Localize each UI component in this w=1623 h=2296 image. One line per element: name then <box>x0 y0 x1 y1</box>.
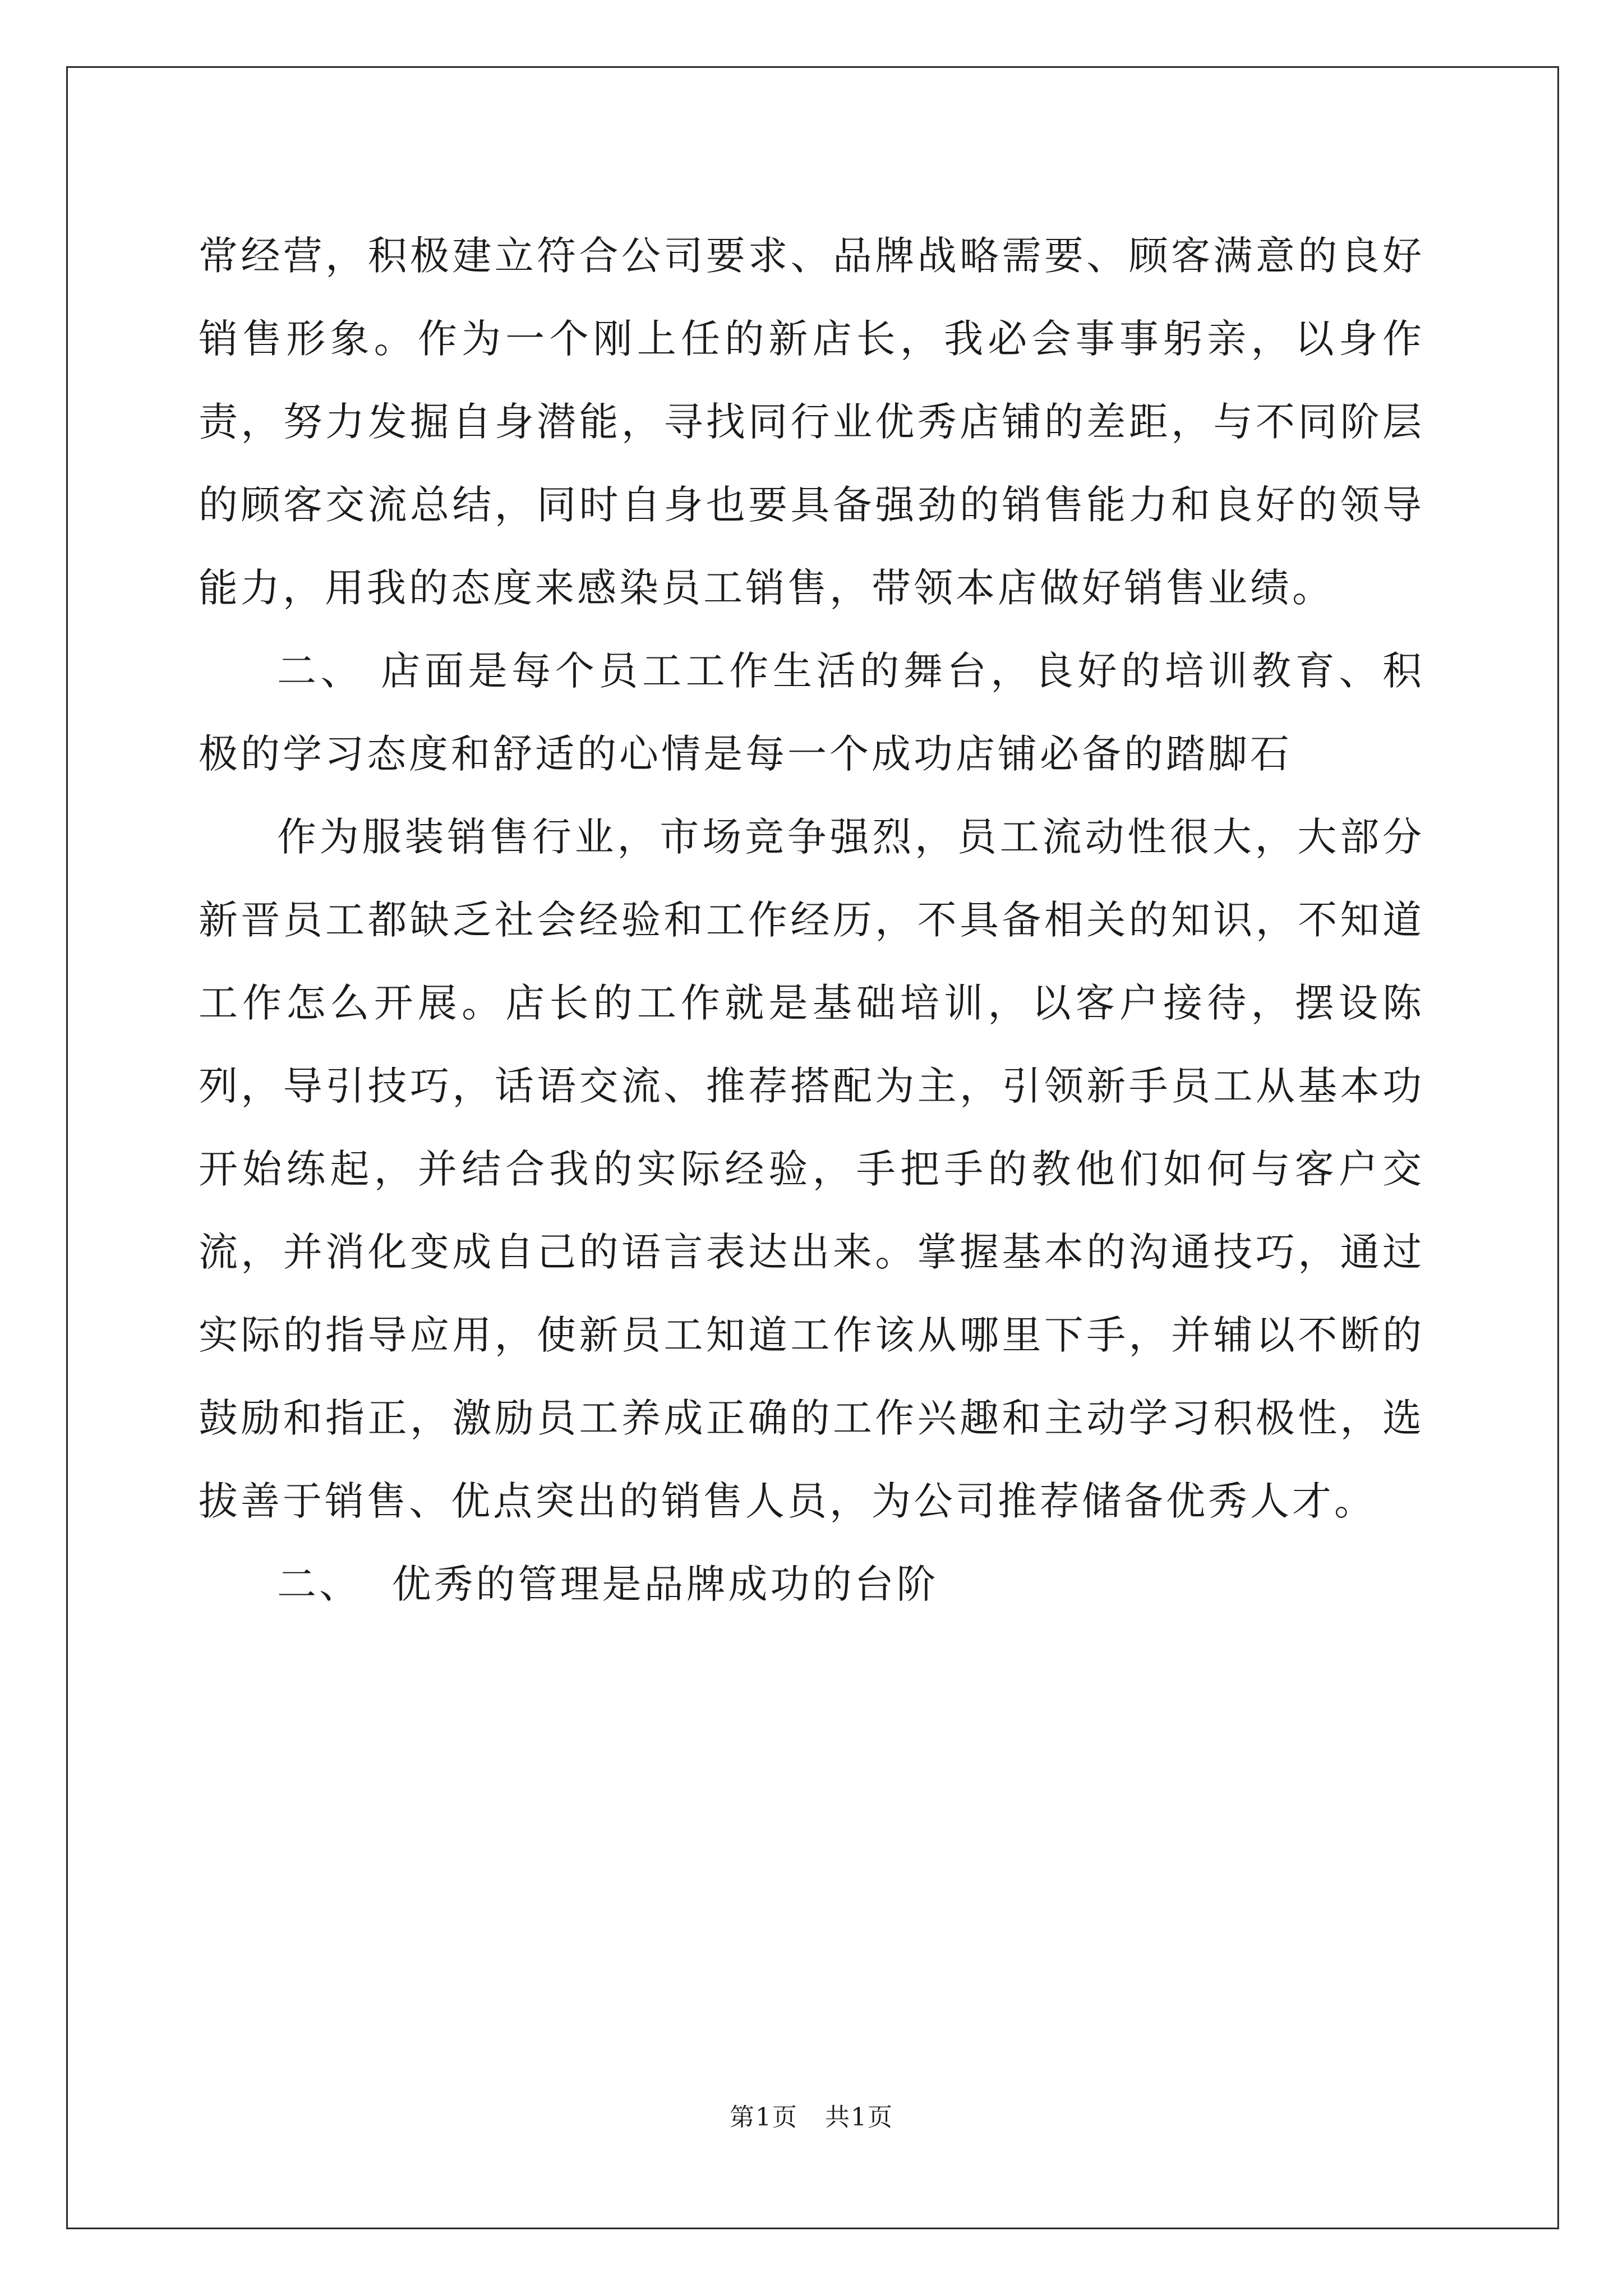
section-heading-management: 二、 优秀的管理是品牌成功的台阶 <box>277 1561 939 1607</box>
section-heading-store-training: 二、 店面是每个员工工作生活的舞台，良好的培训教育、积极的学习态度和舒适的心情是每一个成功店铺必备的踏脚石 <box>199 648 1424 777</box>
paragraph-training-details: 作为服装销售行业，市场竞争强烈，员工流动性很大，大部分新晋员工都缺乏社会经验和工作经历，不具备相关的知识，不知道工作怎么开展。店长的工作就是基础培训，以客户接待，摆设陈列，导引技巧，话语交流、推荐搭配为主，引领新手员工从基本功开始练起，并结合我的实际经验，手把手的教他们如何与客户交流，并消化变成自己的语言表达出来。掌握基本的沟通技巧，通过实际的指导应用，使新员工知道工作该从哪里下手，并辅以不断的鼓励和指正，激励员工养成正确的工作兴趣和主动学习积极性，选拔善于销售、优点突出的销售人员，为公司推荐储备优秀人才。 <box>199 814 1424 1524</box>
document-body <box>199 214 1424 1626</box>
paragraph-continuation: 常经营，积极建立符合公司要求、品牌战略需要、顾客满意的良好销售形象。作为一个刚上任的新店长，我必会事事躬亲，以身作责，努力发掘自身潜能，寻找同行业优秀店铺的差距，与不同阶层的顾客交流总结，同时自身也要具备强劲的销售能力和良好的领导能力，用我的态度来感染员工销售，带领本店做好销售业绩。 <box>199 233 1424 611</box>
page-footer: 第1页 共1页 <box>730 2103 893 2132</box>
